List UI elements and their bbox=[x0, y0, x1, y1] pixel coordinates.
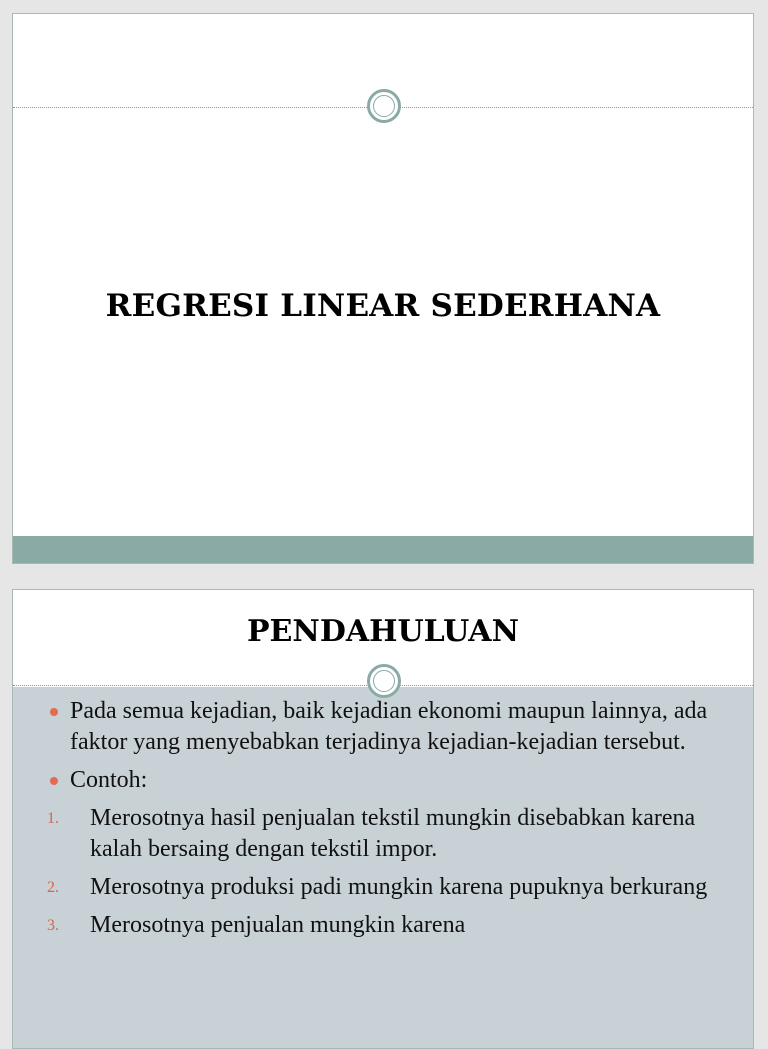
bullet-text: Pada semua kejadian, baik kejadian ekonomi maupun lainnya, ada faktor yang menyebabkan terjadinya kejadian-kejadian tersebut. bbox=[70, 698, 708, 755]
number-marker: 3. bbox=[47, 917, 59, 934]
section-title: PENDAHULUAN bbox=[246, 614, 520, 649]
title-slide bbox=[12, 13, 754, 564]
numbered-text: Merosotnya produksi padi mungkin karena pupuknya berkurang bbox=[90, 874, 708, 900]
bullet-item bbox=[13, 696, 753, 758]
slide-title: REGRESI LINEAR SEDERHANA bbox=[105, 288, 661, 324]
bullet-dot-icon bbox=[50, 777, 58, 785]
numbered-text: Merosotnya penjualan mungkin karena bbox=[90, 912, 466, 938]
number-marker: 1. bbox=[47, 810, 59, 827]
bullet-item bbox=[13, 765, 753, 796]
numbered-item bbox=[13, 803, 753, 865]
numbered-text: Merosotnya hasil penjualan tekstil mungkin disebabkan karena kalah bersaing dengan tekstil impor. bbox=[90, 805, 696, 862]
circle-ornament-icon bbox=[367, 89, 401, 123]
bullet-dot-icon bbox=[50, 708, 58, 716]
slide-content bbox=[13, 696, 753, 948]
numbered-item bbox=[13, 872, 753, 903]
bullet-text: Contoh: bbox=[70, 767, 148, 793]
numbered-item bbox=[13, 910, 753, 941]
content-slide bbox=[12, 589, 754, 1049]
number-marker: 2. bbox=[47, 879, 59, 896]
circle-ornament-icon bbox=[367, 664, 401, 698]
bottom-accent-band bbox=[13, 536, 753, 563]
